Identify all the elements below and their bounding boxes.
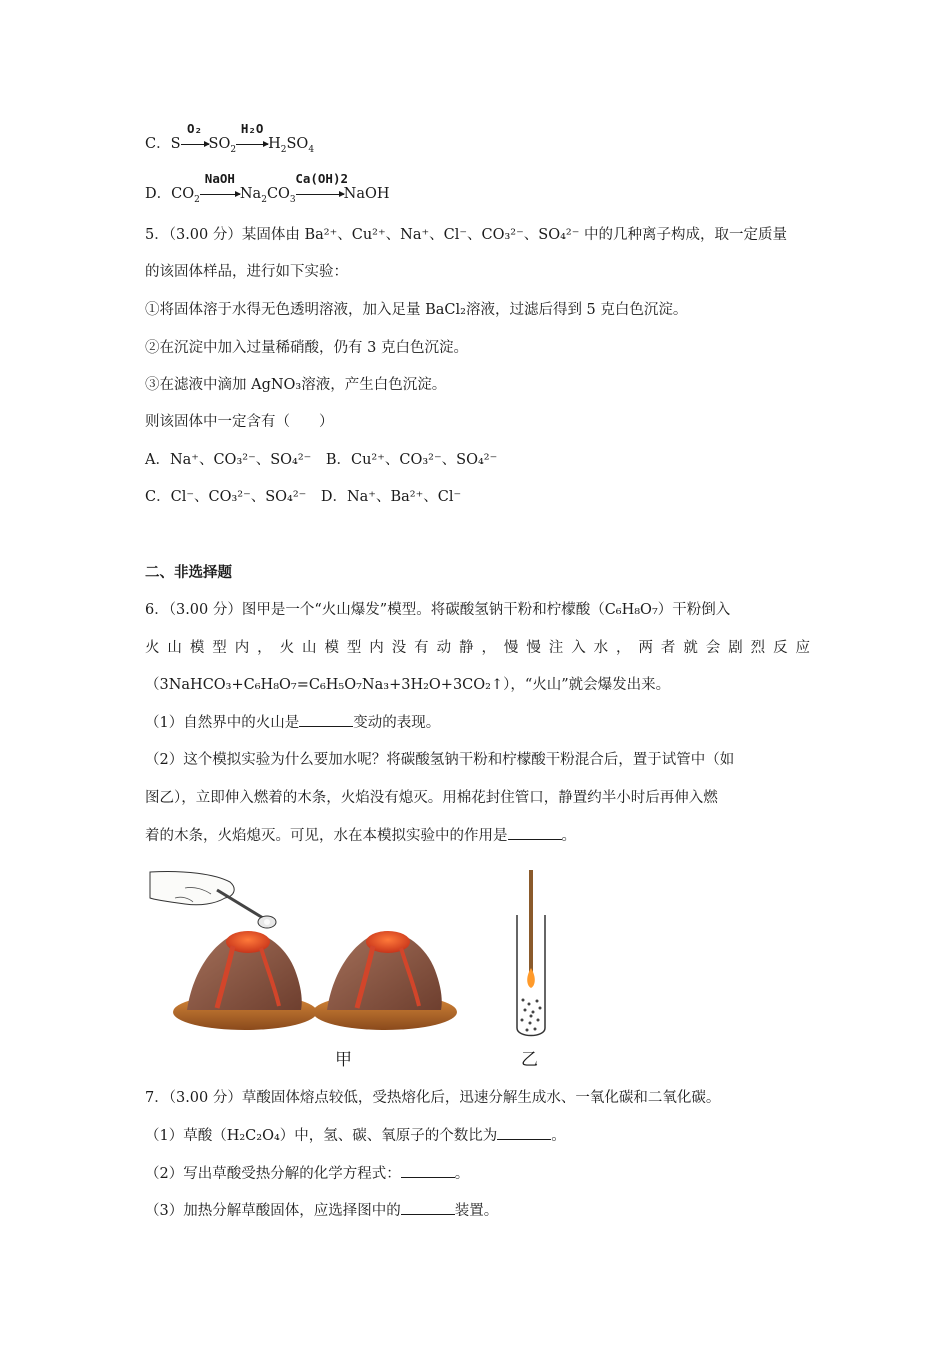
q7-sub3-text: （3）加热分解草酸固体，应选择图中的 bbox=[145, 1203, 401, 1219]
formula-naoh: NaOH bbox=[343, 186, 390, 202]
q7-stem: 7．（3.00 分）草酸固体熔点较低，受热熔化后，迅速分解生成水、一氧化碳和二氧化碳。 bbox=[145, 1090, 721, 1106]
reaction-arrow-naoh bbox=[200, 171, 240, 204]
reaction-arrow-caoh2 bbox=[295, 171, 348, 204]
answer-blank bbox=[401, 1163, 455, 1178]
answer-blank bbox=[401, 1200, 455, 1215]
q5-step3: ③在滤液中滴加 AgNO₃溶液，产生白色沉淀。 bbox=[145, 377, 447, 393]
q4-option-d bbox=[145, 171, 810, 205]
q7-sub3 bbox=[145, 1200, 810, 1221]
figure-label-jia: 甲 bbox=[335, 1050, 352, 1070]
arrow-label bbox=[292, 169, 352, 189]
subscript: 3 bbox=[289, 194, 296, 205]
q4-option-c bbox=[145, 121, 810, 155]
q5-question: 则该固体中一定含有（ ） bbox=[145, 414, 334, 430]
q5-stem-line2: 的该固体样品，进行如下实验： bbox=[145, 264, 348, 280]
q6-sub1-text: （1）自然界中的火山是 bbox=[145, 715, 300, 731]
subscript: 2 bbox=[280, 144, 287, 155]
q5-step2: ②在沉淀中加入过量稀硝酸，仍有 3 克白色沉淀。 bbox=[145, 340, 468, 356]
q7-sub1 bbox=[145, 1125, 810, 1146]
volcano-model-1 bbox=[173, 931, 317, 1030]
answer-blank bbox=[508, 825, 562, 840]
q5-options-cd: C．Cl⁻、CO₃²⁻、SO₄²⁻ D．Na⁺、Ba²⁺、Cl⁻ bbox=[145, 489, 462, 505]
subscript: 2 bbox=[194, 194, 200, 205]
q6-line1: 6．（3.00 分）图甲是一个“火山爆发”模型。将碳酸氢钠干粉和柠檬酸（C₆H₈O₇）干粉倒入 bbox=[145, 602, 731, 618]
q7-sub3-end: 装置。 bbox=[454, 1203, 499, 1219]
subscript: 4 bbox=[308, 144, 315, 155]
q7-sub1-end: 。 bbox=[551, 1128, 566, 1144]
hand-with-spoon bbox=[150, 871, 276, 928]
figure-label-yi: 乙 bbox=[521, 1050, 538, 1070]
formula-part: CO bbox=[266, 186, 290, 202]
q7-sub2-end: 。 bbox=[454, 1166, 470, 1182]
q6-sub2-end: 。 bbox=[561, 828, 576, 844]
arrow-label: NaOH bbox=[204, 171, 235, 186]
subscript: 2 bbox=[261, 194, 267, 205]
volcano-illustration bbox=[145, 860, 565, 1075]
q5-step1: ①将固体溶于水得无色透明溶液，加入足量 BaCl₂溶液，过滤后得到 5 克白色沉淀。 bbox=[145, 302, 688, 318]
q5-options-ab: A．Na⁺、CO₃²⁻、SO₄²⁻ B．Cu²⁺、CO₃²⁻、SO₄²⁻ bbox=[145, 452, 498, 468]
q6-line2: 火山模型内，火山模型内没有动静，慢慢注入水，两者就会剧烈反应 bbox=[145, 640, 810, 656]
q6-sub2-line2: 图乙），立即伸入燃着的木条，火焰没有熄灭。用棉花封住管口，静置约半小时后再伸入燃 bbox=[145, 790, 718, 806]
q6-sub2-line3 bbox=[145, 825, 810, 846]
formula-so2: SO bbox=[208, 136, 231, 152]
q7-sub2 bbox=[145, 1163, 810, 1184]
answer-blank bbox=[497, 1125, 551, 1140]
section-title: 二、非选择题 bbox=[145, 565, 232, 581]
formula-h2so4: H bbox=[268, 136, 281, 152]
q6-sub1 bbox=[145, 712, 810, 733]
formula-s: S bbox=[170, 136, 181, 152]
q6-sub1-end: 变动的表现。 bbox=[353, 715, 441, 731]
arrow-label-text: Ca(OH) bbox=[295, 171, 341, 186]
q6-line3: （3NaHCO₃+C₆H₈O₇=C₆H₅O₇Na₃+3H₂O+3CO₂↑），“火山”就会爆发出来。 bbox=[145, 677, 671, 693]
arrow-label: H₂O bbox=[240, 121, 264, 136]
volcano-model-2 bbox=[313, 931, 457, 1030]
arrow-label-sub: 2 bbox=[340, 171, 348, 186]
option-prefix: C． bbox=[145, 136, 171, 152]
subscript: 2 bbox=[230, 144, 237, 155]
q6-sub2-text: 着的木条，火焰熄灭。可见，水在本模拟实验中的作用是 bbox=[145, 828, 508, 844]
reaction-arrow-h2o bbox=[236, 121, 268, 154]
formula-part: SO bbox=[286, 136, 309, 152]
volcano-experiment-figure bbox=[145, 860, 565, 1075]
q7-sub2-text: （2）写出草酸受热分解的化学方程式： bbox=[145, 1166, 401, 1182]
q6-sub2-line1: （2）这个模拟实验为什么要加水呢？将碳酸氢钠干粉和柠檬酸干粉混合后，置于试管中（如 bbox=[145, 752, 735, 768]
formula-co2: CO bbox=[171, 186, 195, 202]
test-tube-with-splint bbox=[517, 870, 545, 1036]
q7-sub1-text: （1）草酸（H₂C₂O₄）中，氢、碳、氧原子的个数比为 bbox=[145, 1128, 498, 1144]
q5-stem-line1: 5．（3.00 分）某固体由 Ba²⁺、Cu²⁺、Na⁺、Cl⁻、CO₃²⁻、SO₄²⁻ 中的几种离子构成，取一定质量 bbox=[145, 227, 787, 243]
formula-na2co3: Na bbox=[239, 186, 262, 202]
reaction-arrow-o2 bbox=[181, 121, 209, 154]
option-prefix: D． bbox=[145, 186, 172, 202]
arrow-label: O₂ bbox=[187, 121, 203, 136]
answer-blank bbox=[299, 712, 353, 727]
